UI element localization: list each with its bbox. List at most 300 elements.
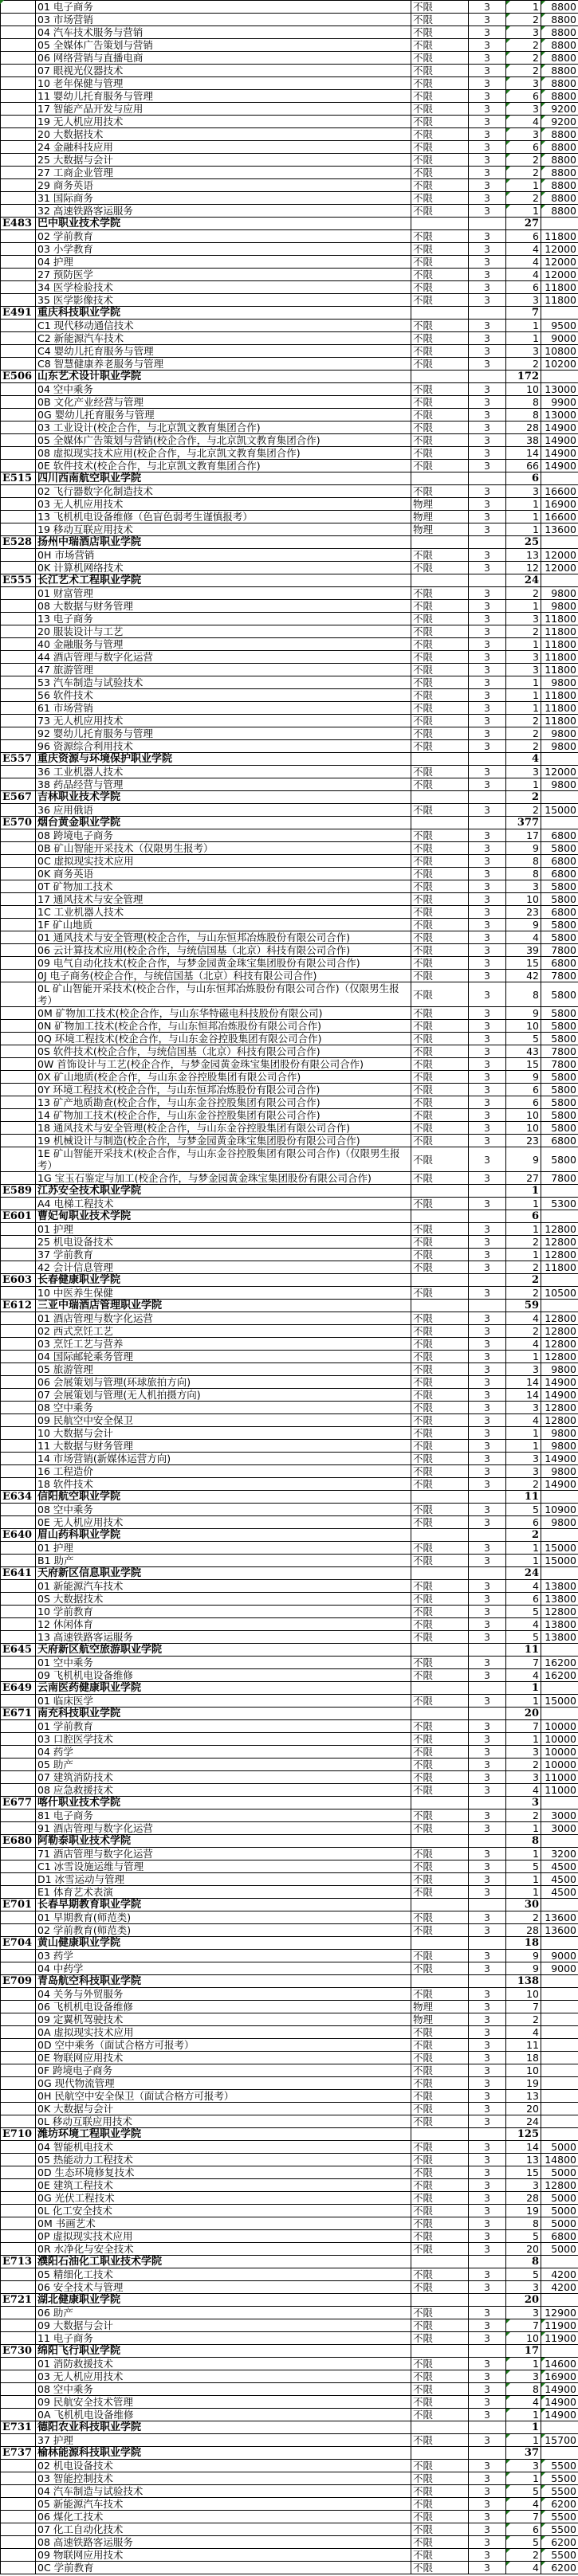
subject-requirement: 不限 bbox=[411, 2319, 469, 2332]
plan-count: 12 bbox=[506, 562, 541, 574]
school-total-count: 172 bbox=[506, 371, 541, 383]
years: 3 bbox=[469, 167, 506, 179]
subject-requirement: 不限 bbox=[411, 1045, 469, 1058]
subject-requirement: 不限 bbox=[411, 1478, 469, 1491]
major-row bbox=[1, 1071, 578, 1084]
major-name: 11 大数据与财务管理 bbox=[36, 1440, 411, 1453]
tuition-fee: 9800 bbox=[541, 1516, 578, 1529]
tuition-fee: 12000 bbox=[541, 766, 578, 778]
school-total-count: 59 bbox=[506, 1300, 541, 1312]
major-row bbox=[1, 2434, 578, 2447]
plan-count: 43 bbox=[506, 1045, 541, 1058]
major-name: 01 早期教育(师范类) bbox=[36, 1911, 411, 1924]
major-row bbox=[1, 154, 578, 167]
school-row bbox=[1, 1644, 578, 1657]
code-cell bbox=[1, 77, 36, 90]
subject-requirement: 不限 bbox=[411, 39, 469, 52]
subject-requirement: 不限 bbox=[411, 1924, 469, 1937]
empty-cell bbox=[411, 2294, 469, 2307]
major-row bbox=[1, 1924, 578, 1937]
tuition-fee: 14900 bbox=[541, 1453, 578, 1465]
major-name: 07 眼视光仪器技术 bbox=[36, 65, 411, 77]
plan-count: 2 bbox=[506, 2013, 541, 2026]
major-row bbox=[1, 880, 578, 893]
major-name: 07 化工自动化技术 bbox=[36, 2523, 411, 2536]
tuition-fee: 14600 bbox=[541, 2358, 578, 2370]
major-row bbox=[1, 664, 578, 676]
plan-count: 5 bbox=[506, 1606, 541, 1618]
major-row bbox=[1, 970, 578, 982]
tuition-fee: 13800 bbox=[541, 1631, 578, 1644]
subject-requirement: 不限 bbox=[411, 2472, 469, 2485]
subject-requirement: 不限 bbox=[411, 243, 469, 256]
years: 3 bbox=[469, 2141, 506, 2154]
major-row bbox=[1, 2179, 578, 2192]
plan-count: 4 bbox=[506, 931, 541, 944]
plan-count: 2 bbox=[506, 39, 541, 52]
code-cell bbox=[1, 689, 36, 702]
major-name: 53 汽车制造与试验技术 bbox=[36, 676, 411, 689]
subject-requirement: 不限 bbox=[411, 600, 469, 613]
plan-count: 6 bbox=[506, 230, 541, 243]
years: 3 bbox=[469, 1261, 506, 1274]
tuition-fee: 11800 bbox=[541, 625, 578, 638]
school-total-count: 8 bbox=[506, 2256, 541, 2268]
years: 3 bbox=[469, 65, 506, 77]
major-row bbox=[1, 1606, 578, 1618]
tuition-fee: 10000 bbox=[541, 1733, 578, 1746]
tuition-fee: 5800 bbox=[541, 1096, 578, 1109]
major-name: 0L 矿山智能开采技术(校企合作，与山东恒邦冶炼股份有限公司合作)（仅限男生报考） bbox=[36, 982, 411, 1007]
major-row bbox=[1, 676, 578, 689]
subject-requirement: 不限 bbox=[411, 2281, 469, 2294]
subject-requirement: 不限 bbox=[411, 1351, 469, 1363]
major-name: 14 矿物加工技术(校企合作，与山东金谷控股集团有限公司合作) bbox=[36, 1109, 411, 1122]
subject-requirement: 不限 bbox=[411, 2434, 469, 2447]
empty-cell bbox=[541, 2128, 578, 2141]
tuition-fee: 11900 bbox=[541, 2332, 578, 2345]
school-name: 信阳航空职业学院 bbox=[36, 1491, 411, 1504]
school-total-count: 7 bbox=[506, 307, 541, 320]
code-cell bbox=[1, 944, 36, 957]
tuition-fee: 11800 bbox=[541, 702, 578, 715]
plan-count: 5 bbox=[506, 2230, 541, 2243]
major-name: 01 酒店管理与数字化运营 bbox=[36, 1312, 411, 1325]
years: 3 bbox=[469, 460, 506, 472]
school-name: 三亚中瑞酒店管理职业学院 bbox=[36, 1300, 411, 1312]
school-code: E506 bbox=[1, 371, 36, 383]
major-name: 03 无人机应用技术 bbox=[36, 2370, 411, 2383]
empty-cell bbox=[469, 753, 506, 766]
code-cell bbox=[1, 230, 36, 243]
code-cell bbox=[1, 919, 36, 931]
plan-count: 7 bbox=[506, 2511, 541, 2523]
years: 3 bbox=[469, 485, 506, 498]
major-row bbox=[1, 1848, 578, 1860]
major-name: 02 飞行器数字化制造技术 bbox=[36, 485, 411, 498]
plan-count: 3 bbox=[506, 651, 541, 664]
subject-requirement: 物理 bbox=[411, 2013, 469, 2026]
tuition-fee bbox=[541, 1988, 578, 2001]
empty-cell bbox=[469, 1300, 506, 1312]
major-row bbox=[1, 1084, 578, 1096]
subject-requirement: 不限 bbox=[411, 205, 469, 218]
major-row bbox=[1, 141, 578, 154]
code-cell bbox=[1, 651, 36, 664]
major-row bbox=[1, 2026, 578, 2039]
empty-cell bbox=[541, 1491, 578, 1504]
major-name: 31 国际商务 bbox=[36, 192, 411, 205]
plan-count: 3 bbox=[506, 2281, 541, 2294]
years: 3 bbox=[469, 613, 506, 625]
subject-requirement: 不限 bbox=[411, 1746, 469, 1759]
tuition-fee: 9800 bbox=[541, 778, 578, 791]
tuition-fee: 9800 bbox=[541, 1440, 578, 1453]
major-name: 71 酒店管理与数字化运营 bbox=[36, 1848, 411, 1860]
major-name: 05 全媒体广告策划与营销(校企合作，与北京凯文教育集团合作) bbox=[36, 434, 411, 447]
subject-requirement: 不限 bbox=[411, 1363, 469, 1376]
subject-requirement: 不限 bbox=[411, 320, 469, 332]
subject-requirement: 不限 bbox=[411, 1198, 469, 1210]
code-cell bbox=[1, 664, 36, 676]
years: 3 bbox=[469, 2039, 506, 2052]
major-name: 0N 矿物加工技术(校企合作，与山东恒邦冶炼股份有限公司合作) bbox=[36, 1020, 411, 1033]
major-name: 03 烹饪工艺与营养 bbox=[36, 1338, 411, 1351]
empty-cell bbox=[411, 1274, 469, 1287]
empty-cell bbox=[411, 1975, 469, 1988]
years: 3 bbox=[469, 2243, 506, 2256]
years: 3 bbox=[469, 2064, 506, 2077]
major-row bbox=[1, 128, 578, 141]
years: 3 bbox=[469, 1172, 506, 1185]
years: 3 bbox=[469, 421, 506, 434]
years: 3 bbox=[469, 664, 506, 676]
plan-count: 10 bbox=[506, 2064, 541, 2077]
tuition-fee: 5800 bbox=[541, 1122, 578, 1135]
plan-count: 4 bbox=[506, 2562, 541, 2574]
subject-requirement: 不限 bbox=[411, 1695, 469, 1708]
tuition-fee: 4200 bbox=[541, 2268, 578, 2281]
major-row bbox=[1, 893, 578, 906]
years: 3 bbox=[469, 2383, 506, 2396]
empty-cell bbox=[469, 2294, 506, 2307]
major-row bbox=[1, 625, 578, 638]
plan-count: 20 bbox=[506, 2103, 541, 2115]
school-code: E671 bbox=[1, 1708, 36, 1720]
major-row bbox=[1, 931, 578, 944]
subject-requirement: 不限 bbox=[411, 2141, 469, 2154]
major-row bbox=[1, 2243, 578, 2256]
subject-requirement: 物理 bbox=[411, 523, 469, 536]
subject-requirement: 不限 bbox=[411, 281, 469, 294]
tuition-fee: 5800 bbox=[541, 1007, 578, 1020]
major-name: 73 无人机应用技术 bbox=[36, 715, 411, 727]
empty-cell bbox=[469, 1937, 506, 1950]
tuition-fee: 15000 bbox=[541, 1695, 578, 1708]
plan-count: 1 bbox=[506, 2358, 541, 2370]
subject-requirement: 不限 bbox=[411, 1147, 469, 1172]
school-name: 重庆资源与环境保护职业学院 bbox=[36, 753, 411, 766]
tuition-fee bbox=[541, 2115, 578, 2128]
subject-requirement: 不限 bbox=[411, 2230, 469, 2243]
major-name: 07 建筑消防技术 bbox=[36, 1771, 411, 1784]
tuition-fee: 5800 bbox=[541, 931, 578, 944]
years: 3 bbox=[469, 2205, 506, 2217]
code-cell bbox=[1, 1911, 36, 1924]
school-name: 山东艺术设计职业学院 bbox=[36, 371, 411, 383]
years: 3 bbox=[469, 116, 506, 128]
plan-count: 7 bbox=[506, 1720, 541, 1733]
major-row bbox=[1, 1746, 578, 1759]
code-cell bbox=[1, 2001, 36, 2013]
major-name: 03 口腔医学技术 bbox=[36, 1733, 411, 1746]
tuition-fee: 5500 bbox=[541, 2472, 578, 2485]
major-name: 04 空中乘务 bbox=[36, 383, 411, 396]
major-row bbox=[1, 1911, 578, 1924]
code-cell bbox=[1, 2536, 36, 2549]
years: 3 bbox=[469, 1351, 506, 1363]
major-row bbox=[1, 778, 578, 791]
tuition-fee: 9900 bbox=[541, 396, 578, 409]
subject-requirement: 不限 bbox=[411, 409, 469, 421]
plan-count: 4 bbox=[506, 1338, 541, 1351]
tuition-fee: 5800 bbox=[541, 880, 578, 893]
major-row bbox=[1, 498, 578, 511]
tuition-fee: 3000 bbox=[541, 1809, 578, 1822]
code-cell bbox=[1, 128, 36, 141]
code-cell bbox=[1, 90, 36, 103]
tuition-fee bbox=[541, 2064, 578, 2077]
code-cell bbox=[1, 358, 36, 371]
plan-count: 1 bbox=[506, 2409, 541, 2421]
plan-count: 3 bbox=[506, 2460, 541, 2472]
tuition-fee bbox=[541, 2026, 578, 2039]
major-name: 0S 软件技术(校企合作，与统信国基（北京）科技有限公司合作) bbox=[36, 1045, 411, 1058]
empty-cell bbox=[469, 2128, 506, 2141]
subject-requirement: 不限 bbox=[411, 1223, 469, 1236]
major-name: 10 老年保健与管理 bbox=[36, 77, 411, 90]
years: 3 bbox=[469, 842, 506, 855]
major-row bbox=[1, 1325, 578, 1338]
plan-count: 8 bbox=[506, 868, 541, 880]
major-name: 08 大数据与财务管理 bbox=[36, 600, 411, 613]
code-cell bbox=[1, 1720, 36, 1733]
tuition-fee: 10200 bbox=[541, 358, 578, 371]
empty-cell bbox=[541, 753, 578, 766]
empty-cell bbox=[541, 1567, 578, 1580]
tuition-fee: 14900 bbox=[541, 2409, 578, 2421]
subject-requirement: 不限 bbox=[411, 625, 469, 638]
major-row bbox=[1, 1007, 578, 1020]
plan-count: 10 bbox=[506, 893, 541, 906]
major-name: 0G 婴幼儿托育服务与管理 bbox=[36, 409, 411, 421]
subject-requirement: 不限 bbox=[411, 2307, 469, 2319]
school-code: E589 bbox=[1, 1185, 36, 1198]
major-name: 16 工程造价 bbox=[36, 1465, 411, 1478]
plan-count: 1 bbox=[506, 1542, 541, 1555]
code-cell bbox=[1, 2498, 36, 2511]
school-code: E721 bbox=[1, 2294, 36, 2307]
school-row bbox=[1, 2447, 578, 2460]
years: 3 bbox=[469, 269, 506, 281]
school-total-count: 11 bbox=[506, 1644, 541, 1657]
major-row bbox=[1, 1427, 578, 1440]
major-row bbox=[1, 1759, 578, 1771]
subject-requirement: 不限 bbox=[411, 1771, 469, 1784]
school-row bbox=[1, 1835, 578, 1848]
major-row bbox=[1, 549, 578, 562]
major-name: 04 智能机电技术 bbox=[36, 2141, 411, 2154]
major-name: 19 无人机应用技术 bbox=[36, 116, 411, 128]
code-cell bbox=[1, 1351, 36, 1363]
plan-count: 2 bbox=[506, 1325, 541, 1338]
years: 3 bbox=[469, 1325, 506, 1338]
code-cell bbox=[1, 2052, 36, 2064]
code-cell bbox=[1, 447, 36, 460]
subject-requirement: 不限 bbox=[411, 2154, 469, 2166]
years: 3 bbox=[469, 1555, 506, 1567]
years: 3 bbox=[469, 498, 506, 511]
plan-count: 4 bbox=[506, 269, 541, 281]
major-row bbox=[1, 2052, 578, 2064]
major-row bbox=[1, 1249, 578, 1261]
empty-cell bbox=[411, 307, 469, 320]
subject-requirement: 不限 bbox=[411, 689, 469, 702]
plan-count: 3 bbox=[506, 103, 541, 116]
plan-count: 15 bbox=[506, 2166, 541, 2179]
subject-requirement: 不限 bbox=[411, 868, 469, 880]
tuition-fee: 12800 bbox=[541, 1325, 578, 1338]
subject-requirement: 不限 bbox=[411, 1261, 469, 1274]
major-row bbox=[1, 485, 578, 498]
plan-count: 1 bbox=[506, 1198, 541, 1210]
years: 3 bbox=[469, 1465, 506, 1478]
major-name: 0J 电子商务(校企合作，与统信国基（北京）科技有限公司合作) bbox=[36, 970, 411, 982]
years: 3 bbox=[469, 2307, 506, 2319]
tuition-fee: 7800 bbox=[541, 970, 578, 982]
empty-cell bbox=[469, 791, 506, 804]
code-cell bbox=[1, 1007, 36, 1020]
empty-cell bbox=[411, 1210, 469, 1223]
empty-cell bbox=[541, 1975, 578, 1988]
subject-requirement: 不限 bbox=[411, 1950, 469, 1962]
major-name: 17 通风技术与安全管理 bbox=[36, 893, 411, 906]
years: 3 bbox=[469, 651, 506, 664]
subject-requirement: 不限 bbox=[411, 103, 469, 116]
subject-requirement: 不限 bbox=[411, 1389, 469, 1402]
plan-count: 2 bbox=[506, 1911, 541, 1924]
years: 3 bbox=[469, 2358, 506, 2370]
plan-count: 2 bbox=[506, 1478, 541, 1491]
school-name: 巴中职业技术学院 bbox=[36, 218, 411, 230]
tuition-fee: 12800 bbox=[541, 1351, 578, 1363]
major-row bbox=[1, 2281, 578, 2294]
years: 3 bbox=[469, 829, 506, 842]
major-name: 06 网络营销与直播电商 bbox=[36, 52, 411, 65]
tuition-fee: 10900 bbox=[541, 1504, 578, 1516]
plan-count: 3 bbox=[506, 2179, 541, 2192]
tuition-fee: 8800 bbox=[541, 77, 578, 90]
major-row bbox=[1, 2562, 578, 2574]
major-name: 01 学前教育 bbox=[36, 1720, 411, 1733]
major-row bbox=[1, 1223, 578, 1236]
major-name: 02 学前教育(师范类) bbox=[36, 1924, 411, 1937]
years: 3 bbox=[469, 2166, 506, 2179]
code-cell bbox=[1, 1809, 36, 1822]
code-cell bbox=[1, 2179, 36, 2192]
years: 3 bbox=[469, 727, 506, 740]
plan-count: 4 bbox=[506, 1618, 541, 1631]
school-code: E557 bbox=[1, 753, 36, 766]
major-row bbox=[1, 1440, 578, 1453]
years: 3 bbox=[469, 2026, 506, 2039]
years: 3 bbox=[469, 804, 506, 817]
years: 3 bbox=[469, 2396, 506, 2409]
tuition-fee: 8800 bbox=[541, 141, 578, 154]
school-name: 榆林能源科技职业学院 bbox=[36, 2447, 411, 2460]
code-cell bbox=[1, 256, 36, 269]
major-row bbox=[1, 460, 578, 472]
years: 3 bbox=[469, 1249, 506, 1261]
tuition-fee: 11800 bbox=[541, 281, 578, 294]
school-name: 曹妃甸职业技术学院 bbox=[36, 1210, 411, 1223]
code-cell bbox=[1, 2332, 36, 2345]
subject-requirement: 不限 bbox=[411, 855, 469, 868]
plan-count: 28 bbox=[506, 2192, 541, 2205]
subject-requirement: 不限 bbox=[411, 447, 469, 460]
major-row bbox=[1, 1593, 578, 1606]
major-row bbox=[1, 855, 578, 868]
major-row bbox=[1, 2039, 578, 2052]
empty-cell bbox=[541, 1708, 578, 1720]
years: 3 bbox=[469, 1287, 506, 1300]
major-name: 13 矿产地质勘查(校企合作，与山东金谷控股集团有限公司合作) bbox=[36, 1096, 411, 1109]
empty-cell bbox=[411, 1529, 469, 1542]
school-code: E737 bbox=[1, 2447, 36, 2460]
subject-requirement: 不限 bbox=[411, 970, 469, 982]
subject-requirement: 不限 bbox=[411, 154, 469, 167]
plan-count: 3 bbox=[506, 880, 541, 893]
subject-requirement: 不限 bbox=[411, 396, 469, 409]
tuition-fee: 8800 bbox=[541, 179, 578, 192]
code-cell bbox=[1, 1950, 36, 1962]
code-cell bbox=[1, 523, 36, 536]
major-name: 0T 矿物加工技术 bbox=[36, 880, 411, 893]
subject-requirement: 不限 bbox=[411, 192, 469, 205]
years: 3 bbox=[469, 179, 506, 192]
years: 3 bbox=[469, 778, 506, 791]
empty-cell bbox=[541, 536, 578, 549]
major-name: 08 空中乘务 bbox=[36, 2383, 411, 2396]
plan-count: 13 bbox=[506, 549, 541, 562]
major-row bbox=[1, 842, 578, 855]
subject-requirement: 不限 bbox=[411, 1071, 469, 1084]
plan-count: 2 bbox=[506, 154, 541, 167]
empty-cell bbox=[411, 2256, 469, 2268]
code-cell bbox=[1, 1657, 36, 1669]
plan-count: 2 bbox=[506, 52, 541, 65]
plan-count: 3 bbox=[506, 766, 541, 778]
years: 3 bbox=[469, 855, 506, 868]
major-name: 03 市场营销 bbox=[36, 14, 411, 26]
years: 3 bbox=[469, 2562, 506, 2574]
years: 3 bbox=[469, 434, 506, 447]
empty-cell bbox=[541, 307, 578, 320]
years: 3 bbox=[469, 1045, 506, 1058]
plan-count: 2 bbox=[506, 192, 541, 205]
empty-cell bbox=[541, 1529, 578, 1542]
empty-cell bbox=[541, 817, 578, 829]
